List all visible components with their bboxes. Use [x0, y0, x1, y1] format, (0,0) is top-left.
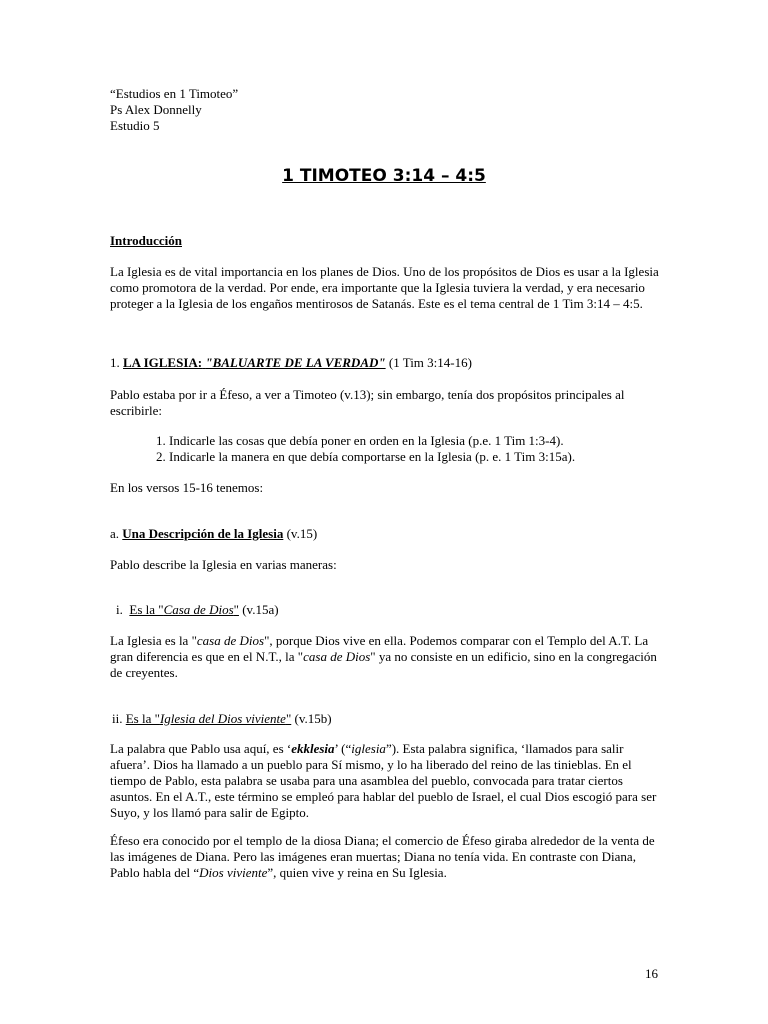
point-i-title: Es la "Casa de Dios" — [129, 602, 239, 617]
page-title: 1 TIMOTEO 3:14 – 4:5 — [282, 166, 486, 186]
page-number: 16 — [645, 966, 658, 981]
list-item: 1. Indicarle las cosas que debía poner en orden en la Iglesia (p.e. 1 Tim 1:3-4). — [156, 433, 564, 448]
point-ii-title: Es la "Iglesia del Dios viviente" — [125, 711, 292, 726]
subsection-a-paragraph: Pablo describe la Iglesia en varias maneras: — [110, 557, 337, 572]
subsection-a-heading: a. Una Descripción de la Iglesia (v.15) — [110, 526, 318, 541]
section-1-reference: (1 Tim 3:14-16) — [388, 355, 472, 370]
section-1-paragraph: Pablo estaba por ir a Éfeso, a ver a Timoteo (v.13); sin embargo, tenía dos propósitos principales al escribirle: — [110, 387, 625, 418]
ephesus-paragraph: Éfeso era conocido por el templo de la diosa Diana; el comercio de Éfeso giraba alrededor de la venta de las imágenes de Diana. Pero las imágenes eran muertas; Diana no tenía vida. En contraste con Diana, Pablo habla del “Dios viviente”, quien vive y reina en Su Iglesia. — [110, 833, 655, 880]
verses-intro: En los versos 15-16 tenemos: — [110, 480, 264, 495]
point-ii-paragraph: La palabra que Pablo usa aquí, es ‘ekklesia’ (“iglesia”). Esta palabra significa, ‘llamados para salir afuera’. Dios ha llamado a un pueblo para Sí mismo, y lo ha liberado del reino de las tinieblas. En el tiempo de Pablo, esta palabra se usaba para una asamblea del pueblo, convocada para tratar ciertos asuntos. En el A.T., este término se empleó para hablar del pueblo de Israel, el cual Dios escogió para ser Suyo, y los llamó para salir de Egipto. — [110, 741, 657, 820]
point-i-heading: i. Es la "Casa de Dios" (v.15a) — [116, 602, 279, 617]
series-title: “Estudios en 1 Timoteo” — [110, 86, 239, 101]
intro-paragraph: La Iglesia es de vital importancia en los planes de Dios. Uno de los propósitos de Dios es usar a la Iglesia como promotora de la verdad. Por ende, era importante que la Iglesia tuviera la verdad, y era necesario proteger a la Iglesia de los engaños mentirosos de Satanás. Este es el tema central de 1 Tim 3:14 – 4:5. — [110, 264, 659, 311]
document-header — [110, 86, 662, 134]
study-number: Estudio 5 — [110, 118, 160, 133]
author-name: Ps Alex Donnelly — [110, 102, 202, 117]
point-i-paragraph: La Iglesia es la "casa de Dios", porque Dios vive en ella. Podemos comparar con el Templo del A.T. La gran diferencia es que en el N.T., la "casa de Dios" ya no consiste en un edificio, sino en la congregación de creyentes. — [110, 633, 657, 680]
list-item: 2. Indicarle la manera en que debía comportarse en la Iglesia (p. e. 1 Tim 3:15a). — [156, 449, 576, 464]
section-1-heading — [110, 355, 662, 371]
purpose-list — [156, 433, 656, 465]
section-1-number: 1. — [110, 355, 120, 370]
point-ii-heading: ii. Es la "Iglesia del Dios viviente" (v.15b) — [112, 711, 332, 726]
intro-heading: Introducción — [110, 233, 182, 248]
section-1-title: LA IGLESIA: "BALUARTE DE LA VERDAD" — [123, 355, 386, 370]
subsection-a-title: Una Descripción de la Iglesia — [122, 526, 284, 541]
